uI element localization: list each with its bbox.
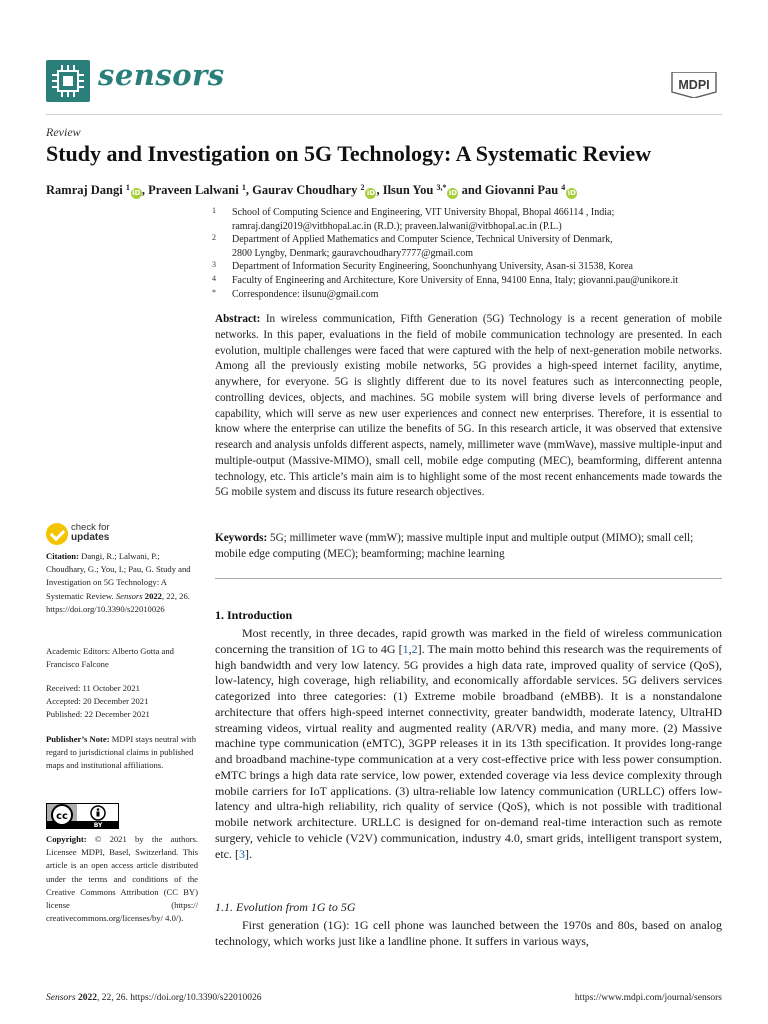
author-affiliation-marker: 1 — [125, 183, 130, 192]
copyright-notice — [46, 833, 198, 925]
footer-doi[interactable]: , 22, 26. https://doi.org/10.3390/s22010026 — [96, 993, 262, 1003]
section-divider — [215, 578, 722, 579]
check-updates-line2: updates — [71, 532, 110, 543]
author-affiliation-marker: 1 — [241, 183, 246, 192]
reference-link[interactable]: 1 — [402, 641, 409, 656]
affiliation-line: Faculty of Engineering and Architecture, Kore University of Enna, 94100 Enna, Italy; giovanni.pau@unikore.it — [232, 275, 679, 286]
orcid-icon[interactable]: iD — [366, 189, 376, 197]
affiliation-number: 4 — [212, 274, 216, 283]
author-name: Ilsun You — [382, 183, 437, 197]
affiliation-number: 2 — [212, 233, 216, 243]
cc-badge-text: BY — [93, 822, 103, 828]
academic-editors: Academic Editors: Alberto Gotta and Francisco Falcone — [46, 646, 174, 670]
affiliation-line: Department of Information Security Engineering, Soonchunhyang University, Asan-si 31538, Korea — [232, 261, 633, 273]
accepted-date: Accepted: 20 December 2021 — [46, 696, 149, 707]
introduction-text: Most recently, in three decades, rapid growth was marked in the field of wireless communication concerning the transition of 1G to 4G [ — [215, 626, 722, 656]
author-separator: , — [141, 183, 149, 197]
journal-name: sensors — [98, 58, 225, 92]
citation-doi[interactable]: , 22, 26. https://doi.org/10.3390/s22010026 — [46, 590, 190, 614]
section-heading-introduction: 1. Introduction — [215, 608, 293, 622]
reference-link[interactable]: 3 — [238, 846, 245, 861]
author-name: Gaurav Choudhary — [252, 183, 361, 197]
footer-journal: Sensors — [46, 993, 76, 1003]
author-affiliation-marker: 3,* — [436, 183, 447, 192]
affiliation-line: 2800 Lyngby, Denmark; gauravchoudhary7777@gmail.com — [232, 247, 474, 259]
subsection-paragraph: First generation (1G): 1G cell phone was launched between the 1970s and 80s, based on analog technology, which works just like a landline phone. It suffers in various ways, — [215, 918, 722, 948]
introduction-text: ]. The main motto behind this research was the requirements of high bandwidth and very low latency. 5G provides a high data rate, improved quality of service (QoS), low-latency, high coverage, high reliability, and economically affordable services. 5G delivers services categorized into three categories: (1) Extreme mobile broadband (eMBB). It is a nonstandalone architecture that offers high-speed internet connectivity, greater bandwidth, moderate latency, UltraHD streaming videos, virtual reality and augmented reality (AR/VR) media, and many more. (2) Massive machine type communication (eMTC), 3GPP releases it in its 13th specification. It provides long-range and broadband machine-type communication at a very cost-effective price with less power consumption. eMTC brings a high data rate service, low power, extended coverage via less device complexity through mobile carriers for IoT applications. (3) ultra-reliable low latency communication (URLLC) offers low-latency and ultra-high reliability, rich quality of service (QoS), which is not possible with traditional mobile network architecture. URLLC is designed for on-demand real-time interaction such as remote surgery, vehicle to vehicle (V2V) communication, industry 4.0, smart grids, intelligent transport system, etc. [ — [215, 641, 722, 861]
author-name: Ramraj Dangi — [46, 183, 126, 197]
footer-journal-url[interactable]: https://www.mdpi.com/journal/sensors — [574, 993, 722, 1003]
cc-by-license-icon[interactable] — [46, 803, 119, 829]
copyright-text: © 2021 by the authors. Licensee MDPI, Basel, Switzerland. This article is an open access article distributed under the terms and conditions of the Creative Commons Attribution (CC BY) license (https:// creativecommons.org/licenses/by/ 4.0/). — [46, 834, 198, 924]
keywords-label: Keywords: — [215, 532, 268, 544]
affiliation-line: Correspondence: ilsunu@gmail.com — [232, 288, 379, 300]
affiliation-number: 3 — [212, 260, 216, 270]
orcid-icon[interactable]: iD — [448, 189, 458, 197]
publisher-note — [46, 733, 198, 773]
keywords — [215, 531, 722, 562]
article-dates — [46, 682, 198, 722]
author-affiliation-marker: 2 — [360, 183, 365, 192]
author-separator: , — [376, 183, 383, 197]
citation-label: Citation: — [46, 551, 79, 561]
citation-block — [46, 550, 198, 616]
publisher-note-label: Publisher’s Note: — [46, 734, 110, 744]
abstract-text: In wireless communication, Fifth Generation (5G) Technology is a recent generation of mobile networks. In this paper, evaluations in the field of mobile communication technology are presented. In each evolution, multiple challenges were faced that were captured with the help of next-generation mobile networks. Among all the previously existing mobile networks, 5G provides a high-speed internet facility, anytime, anywhere, for everyone. 5G is slightly different due to its novel features such as interconnecting people, controlling devices, objects, and machines. 5G mobile system will bring diverse levels of performance and capability, which will serve as new user experiences and connect new enterprises. Therefore, it is essential to know where the enterprise can utilize the benefits of 5G. In this research article, it was observed that extensive research and analysis unfolds different aspects, namely, millimeter wave (mmWave), massive multiple-input and multiple-output (Massive-MIMO), small cell, mobile edge computing (MEC), beamforming, different antenna technology, etc. This article’s main aim is to highlight some of the most recent enhancements made towards the 5G mobile system and discuss its future research objectives. — [215, 313, 722, 499]
check-updates-icon — [46, 523, 68, 545]
affiliation-number: 1 — [212, 206, 216, 215]
introduction-paragraph — [215, 626, 722, 862]
affiliation-line: Department of Applied Mathematics and Computer Science, Technical University of Denmark, — [232, 234, 613, 246]
introduction-text: , — [408, 641, 412, 656]
publisher-name: MDPI — [678, 78, 710, 92]
published-date: Published: 22 December 2021 — [46, 709, 150, 720]
author-separator: , — [245, 183, 253, 197]
publisher-note-text: MDPI stays neutral with regard to jurisdictional claims in published maps and institutional affiliations. — [46, 734, 196, 771]
received-date: Received: 11 October 2021 — [46, 683, 140, 693]
author-separator: and — [458, 183, 485, 197]
check-for-updates-button[interactable] — [46, 522, 166, 546]
article-type: Review — [46, 125, 81, 139]
abstract — [215, 312, 722, 501]
author-affiliation-marker: 4 — [561, 183, 566, 192]
author-name: Giovanni Pau — [484, 183, 562, 197]
article-title: Study and Investigation on 5G Technology: A Systematic Review — [46, 141, 652, 166]
keywords-text: 5G; millimeter wave (mmW); massive multiple input and multiple output (MIMO); small cell; mobile edge computing (MEC); beamforming; machine learning — [215, 532, 694, 560]
reference-link[interactable]: 2 — [411, 641, 418, 656]
abstract-label: Abstract: — [215, 313, 261, 325]
check-updates-line1: check for — [71, 522, 110, 533]
subsection-heading: 1.1. Evolution from 1G to 5G — [215, 900, 356, 914]
author-name: Praveen Lalwani — [148, 183, 242, 197]
orcid-icon[interactable]: iD — [132, 189, 141, 197]
footer-year: 2022 — [77, 993, 97, 1003]
author-list — [46, 183, 577, 199]
affiliation-line: ramraj.dangi2019@vitbhopal.ac.in (R.D.); praveen.lalwani@vitbhopal.ac.in (P.L.) — [232, 220, 562, 232]
svg-text:cc: cc — [56, 811, 68, 822]
copyright-label: Copyright: — [46, 834, 87, 844]
citation-journal: Sensors — [115, 590, 143, 601]
publisher-logo-icon — [666, 72, 722, 98]
journal-logo-icon — [46, 60, 90, 102]
header-divider — [46, 114, 722, 115]
orcid-icon[interactable]: iD — [567, 189, 576, 197]
footer-citation — [46, 993, 261, 1003]
introduction-text: ]. — [244, 846, 252, 861]
affiliation-line: School of Computing Science and Engineering, VIT University Bhopal, Bhopal 466114 , India; — [232, 207, 615, 218]
affiliation-number: * — [212, 287, 216, 297]
citation-text: Dangi, R.; Lalwani, P.; Choudhary, G.; You, I.; Pau, G. Study and Investigation on 5G Technology: A Systematic Review. — [46, 551, 191, 601]
citation-year: 2022 — [144, 590, 162, 601]
